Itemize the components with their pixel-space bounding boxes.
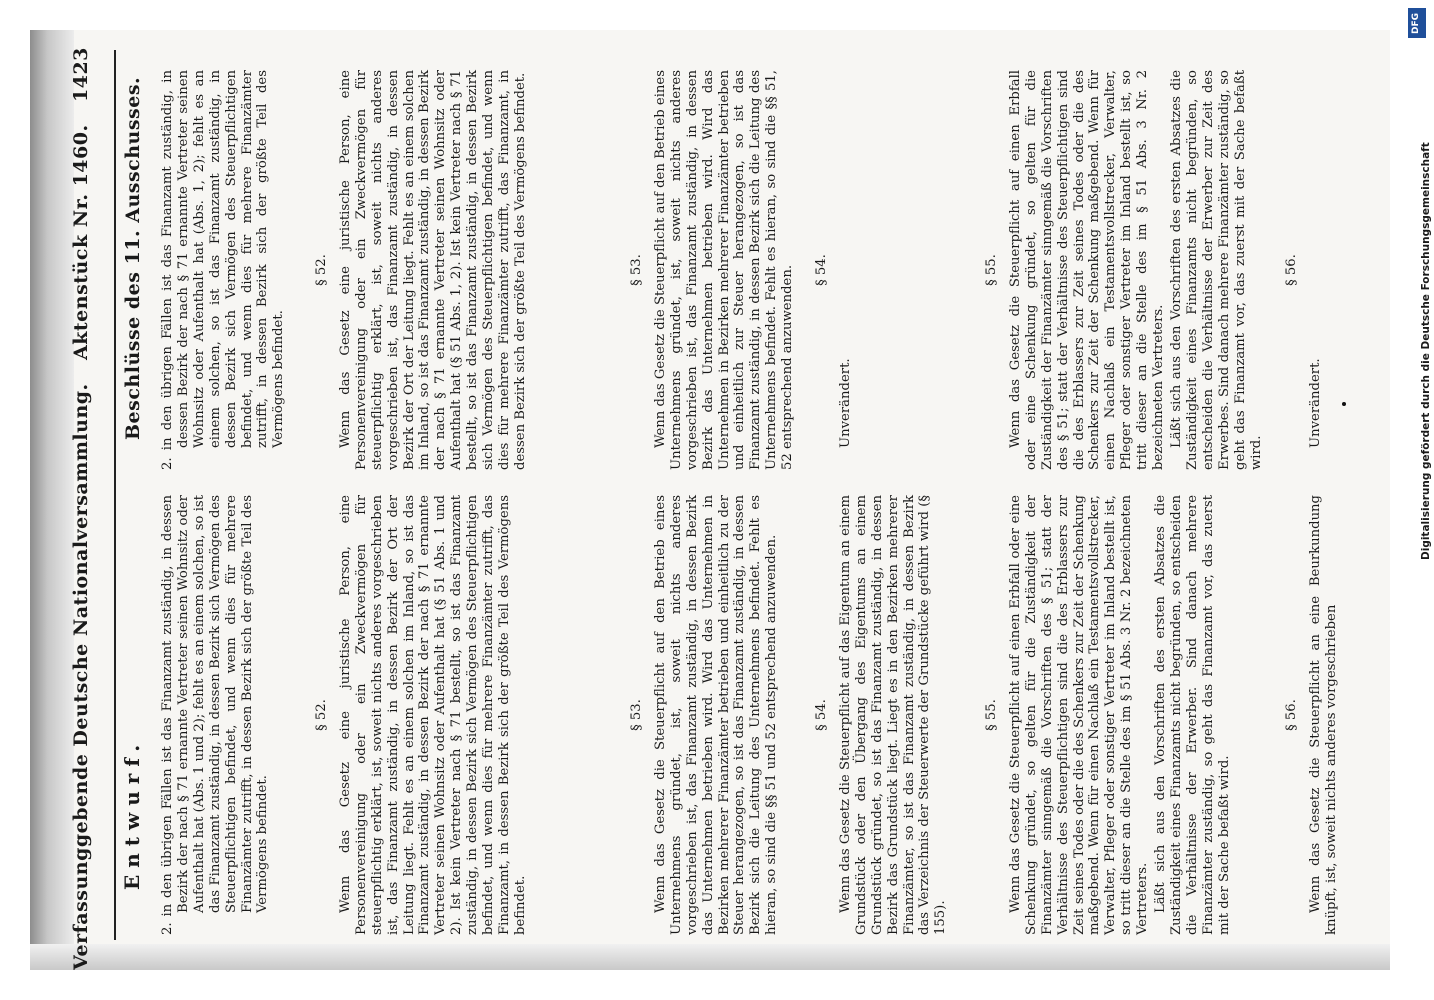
header-left: Verfassunggebende Deutsche Nationalversammlung. [70,383,92,970]
entwurf-s52-title: § 52. [314,699,329,731]
beschluesse-block-53 [615,70,798,470]
beschluesse-s55-text-a: Wenn das Gesetz die Steuerpflicht auf einen Erbfall oder eine Schenkung gründet, so gelten für die Zuständigkeit der Finanzämter sinngemäß die Vorschriften des § 51; statt der Verhältnisse des Steuerpflichtigen sind die des Erblassers zur Zeit seines Todes oder die des Schenkers zur Zeit der Schenkung maßgebend. Wenn für einen Nachlaß ein Testamentsvollstrecker, Verwalter, Pfleger oder sonstiger Vertreter im Inland bestellt ist, so tritt dieser an die Stelle des im § 51 Abs. 3 Nr. 2 bezeichneten Vertreters. [1007,70,1167,470]
beschluesse-s52-title: § 52. [314,254,329,286]
beschluesse-item-2: 2. in den übrigen Fällen ist das Finanzamt zuständig, in dessen Bezirk der nach § 71 ernannte Vertreter seinen Wohnsitz oder Aufenthalt hat (Abs. 1, 2); fehlt es an einem solchen, so ist das Finanzamt zuständig, in dessen Bezirk sich Vermögen des Steuerpflichtigen befindet, und wenn dies für mehrere Finanzämter zutrifft, in dessen Bezirk sich der größte Teil des Vermögens befindet. [160,70,287,470]
beschluesse-block-55 [970,70,1266,470]
entwurf-s55-text-a: Wenn das Gesetz die Steuerpflicht auf einen Erbfall oder eine Schenkung gründet, so gelten für die Zuständigkeit der Finanzämter sinngemäß die Vorschriften des § 51; statt der Verhältnisse des Steuerpflichtigen sind die des Erblassers zur Zeit seines Todes oder die des Schenkers zur Zeit der Schenkung maßgebend. Wenn für einen Nachlaß ein Testamentsvollstrecker, Verwalter, Pfleger oder sonstiger Vertreter im Inland bestellt ist, so tritt dieser an die Stelle des im § 51 Abs. 3 Nr. 2 bezeichneten Vertreters. [1007,495,1151,935]
entwurf-item-2: 2. in den übrigen Fällen ist das Finanzamt zuständig, in dessen Bezirk der nach § 71 ernannte Vertreter seinen Wohnsitz oder Aufenthalt hat (Abs. 1 und 2); fehlt es an einem solchen, so ist das Finanzamt zuständig, in dessen Bezirk sich Vermögen des Steuerpflichtigen befindet, und wenn dies für mehrere Finanzämter zutrifft, in dessen Bezirk sich der größte Teil des Vermögens befindet. [160,495,271,935]
entwurf-block-1 [160,495,273,935]
entwurf-s55-title: § 55. [984,699,999,731]
beschluesse-s55-text-b: Läßt sich aus den Vorschriften des ersten Absatzes die Zuständigkeit eines Finanzamts nicht begründen, so entscheiden die Verhältnisse der Erwerber zur Zeit des Erwerbes. Sind danach mehrere Finanzämter zuständig, so geht das Finanzamt vor, das zuerst mit der Sache befaßt wird. [1168,70,1264,470]
beschluesse-s53-title: § 53. [629,254,644,286]
dfg-logo-text: DFG [1411,12,1421,34]
page-shadow-edge [30,30,74,970]
scanned-page [30,30,1390,970]
ink-speck [1342,402,1346,406]
entwurf-block-54 [800,495,951,935]
beschluesse-block-54 [800,70,856,470]
entwurf-block-52 [300,495,531,935]
header-rule [114,50,116,940]
beschluesse-block-56 [1270,70,1326,470]
entwurf-s53-text: Wenn das Gesetz die Steuerpflicht auf den Betrieb eines Unternehmens gründet, ist, soweit nichts anderes vorgeschrieben ist, das Finanzamt zuständig, in dessen Bezirk das Unternehmen betrieben wird. Wird das Unternehmen in Bezirken mehrerer Finanzämter betrieben und einheitlich zu der Steuer herangezogen, so ist das Finanzamt zuständig, in dessen Bezirk sich die Leitung des Unternehmens befindet. Fehlt es hieran, so sind die §§ 51 und 52 entsprechend anzuwenden. [652,495,780,935]
entwurf-block-55 [970,495,1235,935]
entwurf-s52-text: Wenn das Gesetz eine juristische Person, eine Personenvereinigung oder ein Zweckvermögen für steuerpflichtig erklärt, ist, soweit nichts anderes vorgeschrieben ist, das Finanzamt zuständig, in dessen Bezirk der Ort der Leitung liegt. Fehlt es an einem solchen im Inland, so ist das Finanzamt zuständig, in dessen Bezirk der nach § 71 ernannte Vertreter seinen Wohnsitz oder Aufenthalt hat (§ 51 Abs. 1 und 2). Ist kein Vertreter nach § 71 bestellt, so ist das Finanzamt zuständig, in dessen Bezirk sich Vermögen des Steuerpflichtigen befindet, und wenn dies für mehrere Finanzämter zutrifft, das Finanzamt, in dessen Bezirk sich der größte Teil des Vermögens befindet. [337,495,528,935]
beschluesse-s55-title: § 55. [984,254,999,286]
entwurf-s53-title: § 53. [629,699,644,731]
entwurf-s54-title: § 54. [814,699,829,731]
entwurf-s56-title: § 56. [1284,699,1299,731]
entwurf-block-53 [615,495,782,935]
beschluesse-title: Beschlüsse des 11. Ausschusses. [122,76,144,440]
beschluesse-s53-text: Wenn das Gesetz die Steuerpflicht auf den Betrieb eines Unternehmens gründet, ist, soweit nichts anderes vorgeschrieben ist, das Finanzamt zuständig, in dessen Bezirk das Unternehmen betrieben wird. Wird das Unternehmen in Bezirken mehrerer Finanzämter betrieben und einheitlich zur Steuer herangezogen, so ist das Finanzamt zuständig, in dessen Bezirk sich die Leitung des Unternehmens befindet. Fehlt es hieran, so sind die §§ 51, 52 entsprechend anzuwenden. [652,70,796,470]
beschluesse-block-1 [160,70,289,470]
header-middle: Aktenstück Nr. 1460. [70,124,92,360]
entwurf-s56-text: Wenn das Gesetz die Steuerpflicht an eine Beurkundung knüpft, ist, soweit nichts anderes vorgeschrieben [1307,495,1339,935]
beschluesse-s56-text: Unverändert. [1307,358,1323,448]
beschluesse-block-52 [300,70,531,470]
beschluesse-s54-title: § 54. [814,254,829,286]
entwurf-s55-text-b: Läßt sich aus den Vorschriften des ersten Absatzes die Zuständigkeit eines Finanzamts nicht begründen, so entscheiden die Verhältnisse der Erwerber. Sind danach mehrere Finanzämter zuständig, so geht das Finanzamt vor, das zuerst mit der Sache befaßt wird. [1153,495,1232,935]
entwurf-block-56 [1270,495,1342,935]
beschluesse-s54-text: Unverändert. [837,358,853,448]
digitization-credit: Digitalisierung gefördert durch die Deutsche Forschungsgemeinschaft [1420,142,1432,560]
entwurf-s54-text: Wenn das Gesetz die Steuerpflicht auf das Eigentum an einem Grundstück oder den Übergang des Eigentums an einem Grundstück gründet, so ist das Finanzamt zuständig, in dessen Bezirk das Grundstück liegt. Liegt es in den Bezirken mehrerer Finanzämter, so ist das Finanzamt zuständig, in dessen Bezirk das Verzeichnis der Steuerwerte der Grundstücke geführt wird (§ 155). [837,495,949,935]
page-number: 1423 [70,47,92,102]
entwurf-title: Entwurf. [120,737,144,890]
page-shadow-bottom [30,944,1390,970]
beschluesse-s56-title: § 56. [1284,254,1299,286]
dfg-logo [1408,8,1426,38]
beschluesse-s52-text: Wenn das Gesetz eine juristische Person, eine Personenvereinigung oder ein Zweckvermögen für steuerpflichtig erklärt, ist, soweit nichts anderes vorgeschrieben ist, das Finanzamt zuständig, in dessen Bezirk der Ort der Leitung liegt. Fehlt es an einem solchen im Inland, so ist das Finanzamt zuständig, in dessen Bezirk der nach § 71 ernannte Vertreter seinen Wohnsitz oder Aufenthalt hat (§ 51 Abs. 1, 2). Ist kein Vertreter nach § 71 bestellt, so ist das Finanzamt zuständig, in dessen Bezirk sich Vermögen des Steuerpflichtigen befindet, und wenn dies für mehrere Finanzämter zutrifft, das Finanzamt, in dessen Bezirk sich der größte Teil des Vermögens befindet. [337,70,528,470]
